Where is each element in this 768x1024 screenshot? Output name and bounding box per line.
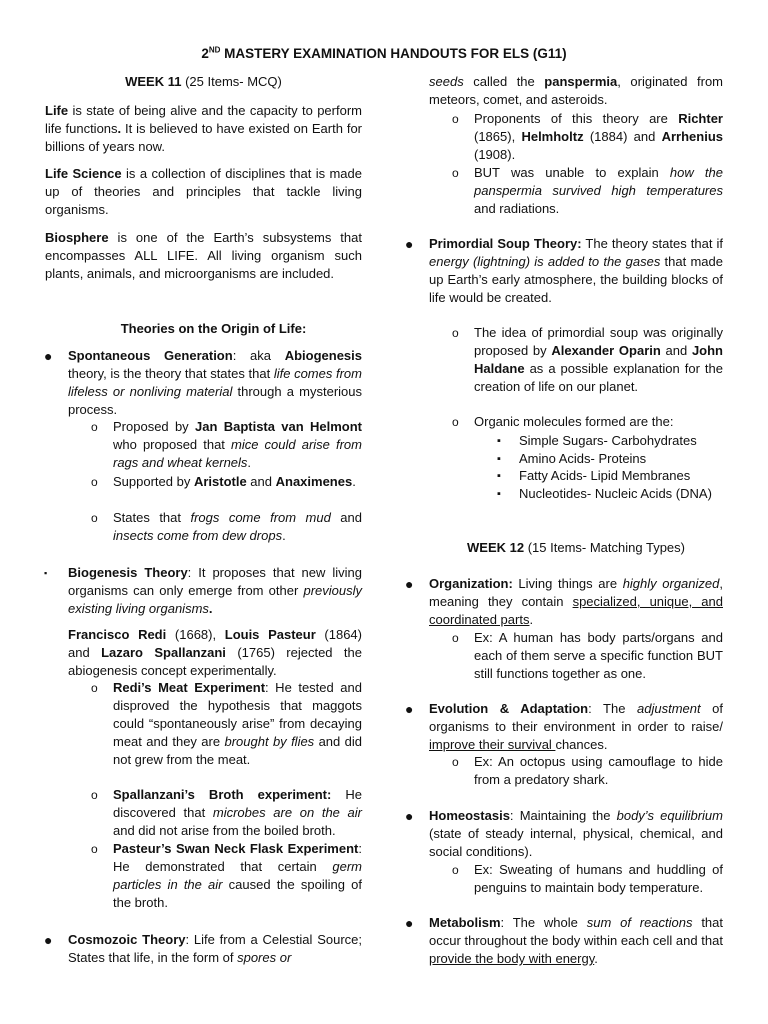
pasteur-experiment: o Pasteur’s Swan Neck Flask Experiment: He demonstrated that certain germ particles in the air caused the spoiling of the broth. [91,841,362,910]
life-science-definition: Life Science is a collection of disciplines that is made up of theories and principles that tackle living organisms. [45,166,362,217]
biogenesis-item: ▪ Biogenesis Theory: It proposes that new living organisms can only emerge from other previously existing living organisms. [44,565,362,616]
cosmozoic-item-start: ● Cosmozoic Theory: Life from a Celestial Source; States that life, in the form of spores or [44,932,362,965]
biogenesis-scientists-paragraph: Francisco Redi (1668), Louis Pasteur (1864) and Lazaro Spallanzani (1765) rejected the abiogenesis concept experimentally. [68,627,362,678]
circle-bullet-icon: o [91,511,98,525]
cosmozoic-sub-2: o BUT was unable to explain how the panspermia survived high temperatures and radiations. [452,165,723,216]
bullet-icon: ● [405,915,414,931]
square-bullet-icon: ▪ [497,453,501,465]
spallanzani-experiment: o Spallanzani’s Broth experiment: He discovered that microbes are on the air and did not arise from the boiled broth. [91,787,363,838]
circle-bullet-icon: o [452,112,459,126]
week12-heading: WEEK 12 (15 Items- Matching Types) [467,540,685,555]
week11-heading: WEEK 11 (25 Items- MCQ) [125,74,282,89]
bullet-icon: ● [405,236,414,252]
primordial-sub-1: o The idea of primordial soup was originally proposed by Alexander Oparin and John Haldane as a possible explanation for the creation of life on our planet. [452,325,723,394]
bullet-icon: ● [44,932,53,948]
square-bullet-icon: ▪ [497,488,501,500]
metabolism-item: ● Metabolism: The whole sum of reactions that occur throughout the body within each cell and that provide the body with energy. [405,915,723,966]
biosphere-definition: Biosphere is one of the Earth’s subsystems that encompasses ALL LIFE. All living organism such plants, animals, and microorganisms are included. [45,230,362,281]
molecule-item: ▪ Simple Sugars- Carbohydrates [497,433,697,448]
circle-bullet-icon: o [452,166,459,180]
redi-experiment: o Redi’s Meat Experiment: He tested and disproved the hypothesis that maggots could “spontaneously arise” from decaying meat and they are brought by flies and did not grew from the meat. [91,680,362,767]
evolution-example: o Ex: An octopus using camouflage to hide from a predatory shark. [452,754,723,787]
primordial-soup-item: ● Primordial Soup Theory: The theory states that if energy (lightning) is added to the gases that made up Earth’s early atmosphere, the building blocks of life would be created. [405,236,723,305]
cosmozoic-sub-1: o Proponents of this theory are Richter (1865), Helmholtz (1884) and Arrhenius (1908). [452,111,723,162]
molecule-item: ▪ Nucleotides- Nucleic Acids (DNA) [497,486,712,501]
organization-example: o Ex: A human has body parts/organs and each of them serve a specific function BUT still functions together as one. [452,630,723,681]
molecule-item: ▪ Amino Acids- Proteins [497,451,647,466]
circle-bullet-icon: o [91,788,98,802]
circle-bullet-icon: o [91,475,98,489]
life-definition: Life is state of being alive and the capacity to perform life functions. It is believed to have existed on Earth for billions of years now. [45,103,363,154]
spontaneous-sub-3: o States that frogs come from mud and insects come from dew drops. [91,510,362,543]
circle-bullet-icon: o [91,842,98,856]
square-bullet-icon: ▪ [497,470,501,482]
homeostasis-example: o Ex: Sweating of humans and huddling of penguins to maintain body temperature. [452,862,723,895]
bullet-icon: ● [405,701,414,717]
spontaneous-sub-1: o Proposed by Jan Baptista van Helmont who proposed that mice could arise from rags and wheat kernels. [91,419,362,470]
bullet-icon: ● [405,808,414,824]
theories-heading: Theories on the Origin of Life: [120,321,307,336]
bullet-icon: ● [44,348,53,364]
evolution-adaptation-item: ● Evolution & Adaptation: The adjustment of organisms to their environment in order to raise/ improve their survival chances. [405,701,723,752]
circle-bullet-icon: o [91,420,98,434]
cosmozoic-item-continued: seeds called the panspermia, originated from meteors, comet, and asteroids. [429,74,723,107]
organization-item: ● Organization: Living things are highly organized, meaning they contain specialized, unique, and coordinated parts. [405,576,723,627]
circle-bullet-icon: o [452,863,459,877]
homeostasis-item: ● Homeostasis: Maintaining the body’s equilibrium (state of steady internal, physical, chemical, and social conditions). [405,808,723,859]
primordial-sub-2: o Organic molecules formed are the: [452,414,674,429]
molecule-item: ▪ Fatty Acids- Lipid Membranes [497,468,691,483]
page-title: 2ND MASTERY EXAMINATION HANDOUTS FOR ELS (G11) [201,45,567,61]
circle-bullet-icon: o [452,326,459,340]
circle-bullet-icon: o [91,681,98,695]
spontaneous-generation-item: ● Spontaneous Generation: aka Abiogenesis theory, is the theory that states that life comes from lifeless or nonliving material through a mysterious process. [44,348,362,417]
small-bullet-icon: ▪ [44,568,48,578]
circle-bullet-icon: o [452,755,459,769]
circle-bullet-icon: o [452,415,459,429]
bullet-icon: ● [405,576,414,592]
square-bullet-icon: ▪ [497,435,501,447]
circle-bullet-icon: o [452,631,459,645]
spontaneous-sub-2: o Supported by Aristotle and Anaximenes. [91,474,356,489]
